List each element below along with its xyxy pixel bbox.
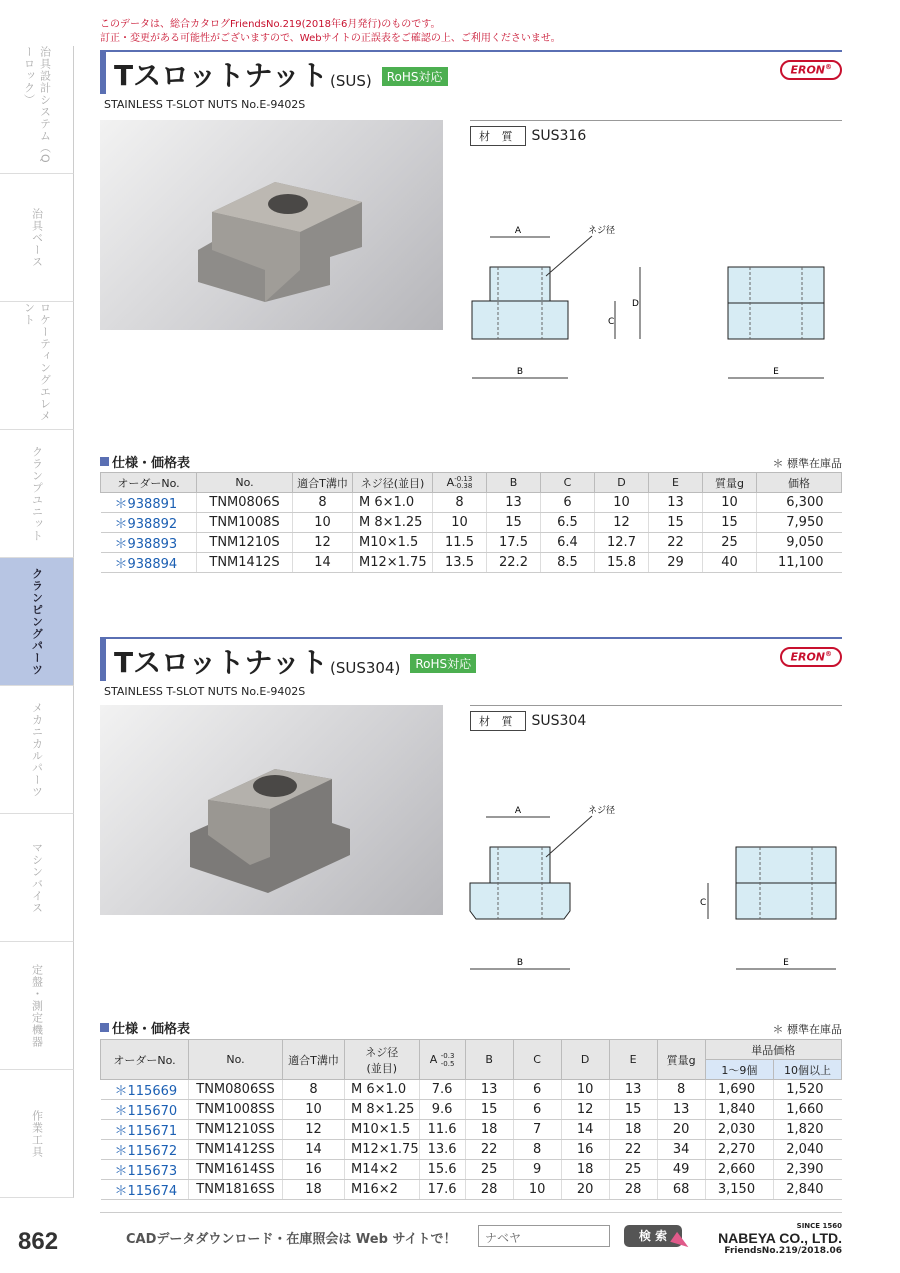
table-row [101,1100,842,1120]
cell-t: 16 [283,1160,345,1180]
tslot-nut-image [100,705,443,915]
cell-a: 17.6 [419,1180,465,1200]
cell-d: 10 [595,493,649,513]
cell-b: 15 [487,513,541,533]
table-row [101,1180,842,1200]
cell-b: 13 [487,493,541,513]
cell-a: 7.6 [419,1080,465,1100]
tslot-nut-image [100,120,443,330]
cell-mass: 68 [657,1180,705,1200]
cell-t: 12 [283,1120,345,1140]
cell-c: 6.5 [541,513,595,533]
spec-table [100,472,842,573]
cell-mass: 8 [657,1080,705,1100]
cell-p2: 1,820 [774,1120,842,1140]
col-unit-price: 単品価格 [705,1040,841,1060]
cell-e: 15 [649,513,703,533]
cell-p2: 1,520 [774,1080,842,1100]
cell-order[interactable]: ＊115673 [101,1160,189,1180]
cell-price: 11,100 [757,553,842,573]
cell-no: TNM0806S [197,493,293,513]
col-e: E [649,473,703,493]
cell-t: 18 [283,1180,345,1200]
technical-drawing [460,220,850,390]
cell-p2: 2,390 [774,1160,842,1180]
cell-p1: 2,270 [705,1140,773,1160]
cursor-arrow-icon [670,1232,692,1252]
cell-mass: 34 [657,1140,705,1160]
table-row [101,1080,842,1100]
dim-e-label: E [773,367,779,377]
col-c: C [541,473,595,493]
cell-order[interactable]: ＊938891 [101,493,197,513]
col-no: No. [189,1040,283,1080]
cell-order[interactable]: ＊115669 [101,1080,189,1100]
cell-a: 11.6 [419,1120,465,1140]
cell-a: 9.6 [419,1100,465,1120]
cell-order[interactable]: ＊938893 [101,533,197,553]
sidebar-item-jig-design[interactable]: 治具設計システム（Qーロック） [0,46,74,174]
cell-c: 9 [513,1160,561,1180]
cell-mass: 13 [657,1100,705,1120]
divider [470,120,842,121]
cell-b: 22.2 [487,553,541,573]
product-photo [100,705,443,915]
cell-p1: 2,030 [705,1120,773,1140]
cell-mass: 49 [657,1160,705,1180]
cell-a: 10 [433,513,487,533]
cell-thread: M 6×1.0 [353,493,433,513]
cell-e: 13 [609,1080,657,1100]
cell-e: 28 [609,1180,657,1200]
nabeya-logo: SINCE 1560 NABEYA CO., LTD. FriendsNo.219/2018.06 [718,1222,842,1256]
dim-a-label: A [514,806,522,816]
cell-no: TNM1816SS [189,1180,283,1200]
cell-no: TNM0806SS [189,1080,283,1100]
footer-divider [100,1212,842,1213]
cell-mass: 25 [703,533,757,553]
cell-p1: 1,840 [705,1100,773,1120]
cell-d: 12 [561,1100,609,1120]
dim-b-label: B [516,367,524,377]
cell-a: 15.6 [419,1160,465,1180]
section-title-bar [100,637,842,681]
cell-thread: M12×1.75 [353,553,433,573]
product-title: Tスロットナット [114,59,328,92]
dim-thread-label: ネジ径 [588,806,616,816]
cell-mass: 20 [657,1120,705,1140]
sidebar-item-clamping-parts[interactable]: クランピングパーツ [0,558,74,686]
material-label: 材 質 [470,711,526,731]
cell-e: 18 [609,1120,657,1140]
material-value: SUS304 [531,713,587,729]
col-order: オーダーNo. [101,1040,189,1080]
table-row [101,493,842,513]
cell-no: TNM1412SS [189,1140,283,1160]
cell-price: 6,300 [757,493,842,513]
dim-c-label: C [608,317,615,327]
spec-header [100,452,842,471]
col-d: D [561,1040,609,1080]
cell-mass: 10 [703,493,757,513]
sidebar-item-measuring[interactable]: 定盤・測定機器 [0,942,74,1070]
divider [470,705,842,706]
sidebar-item-tools[interactable]: 作業工具 [0,1070,74,1198]
rohs-badge: RoHS対応 [410,654,476,673]
cell-thread: M10×1.5 [353,533,433,553]
cell-c: 7 [513,1120,561,1140]
cell-t: 14 [293,553,353,573]
dim-b-label: B [516,958,524,968]
col-b: B [487,473,541,493]
col-e: E [609,1040,657,1080]
cell-b: 13 [465,1080,513,1100]
cell-thread: M16×2 [345,1180,420,1200]
cell-t: 14 [283,1140,345,1160]
cell-thread: M14×2 [345,1160,420,1180]
cell-p1: 2,660 [705,1160,773,1180]
stock-note: ＊ 標準在庫品 [772,1023,842,1036]
search-input[interactable]: ナベヤ [478,1225,610,1247]
product-subtitle: STAINLESS T-SLOT NUTS No.E-9402S [104,685,306,698]
col-a: A -0.3 -0.5 [419,1040,465,1080]
cell-e: 22 [649,533,703,553]
cell-b: 25 [465,1160,513,1180]
cell-order[interactable]: ＊938892 [101,513,197,533]
table-row [101,1160,842,1180]
cell-d: 15.8 [595,553,649,573]
cell-c: 6.4 [541,533,595,553]
technical-drawing [460,797,850,977]
cell-e: 15 [609,1100,657,1120]
cell-order[interactable]: ＊938894 [101,553,197,573]
col-mass: 質量g [657,1040,705,1080]
cad-download-text: CADデータダウンロード・在庫照会は Web サイトで！ [126,1232,457,1247]
section-sus304 [100,637,842,1207]
cell-order[interactable]: ＊115671 [101,1120,189,1140]
cell-d: 18 [561,1160,609,1180]
table-row [101,533,842,553]
cell-price: 7,950 [757,513,842,533]
dim-e-label: E [783,958,789,968]
category-sidebar [0,46,74,1198]
cell-t: 8 [283,1080,345,1100]
cell-thread: M 6×1.0 [345,1080,420,1100]
col-c: C [513,1040,561,1080]
eron-logo: ERON® [780,60,842,80]
table-row [101,1140,842,1160]
cell-d: 12.7 [595,533,649,553]
notice-line-1: このデータは、総合カタログFriendsNo.219(2018年6月発行)のものです。 [100,19,441,30]
cell-d: 12 [595,513,649,533]
cell-b: 15 [465,1100,513,1120]
notice-line-2: 訂正・変更がある可能性がございますので、Webサイトの正誤表をご確認の上、ご利用くださいませ。 [100,33,561,44]
cell-price: 9,050 [757,533,842,553]
cell-mass: 40 [703,553,757,573]
cell-p2: 2,840 [774,1180,842,1200]
material-value: SUS316 [531,128,587,144]
cell-c: 8 [513,1140,561,1160]
cell-t: 10 [283,1100,345,1120]
dim-c-label: C [700,898,707,908]
cell-thread: M 8×1.25 [345,1100,420,1120]
cell-e: 13 [649,493,703,513]
sidebar-item-mechanical[interactable]: メカニカルパーツ [0,686,74,814]
cell-p2: 1,660 [774,1100,842,1120]
section-sus [100,50,842,580]
sidebar-item-vise[interactable]: マシンバイス [0,814,74,942]
table-row [101,553,842,573]
dim-thread-label: ネジ径 [588,226,616,236]
sidebar-item-locating[interactable]: ロケーティングエレメント [0,302,74,430]
cell-d: 20 [561,1180,609,1200]
col-mass: 質量g [703,473,757,493]
sidebar-item-clamp-unit[interactable]: クランプユニット [0,430,74,558]
dim-d-label: D [632,299,639,309]
cell-thread: M12×1.75 [345,1140,420,1160]
dim-a-label: A [514,226,522,236]
cell-a: 13.6 [419,1140,465,1160]
cell-b: 17.5 [487,533,541,553]
eron-logo: ERON® [780,647,842,667]
cell-order[interactable]: ＊115674 [101,1180,189,1200]
col-no: No. [197,473,293,493]
cell-no: TNM1210S [197,533,293,553]
cell-no: TNM1412S [197,553,293,573]
cell-no: TNM1008S [197,513,293,533]
cell-a: 13.5 [433,553,487,573]
product-subtitle: STAINLESS T-SLOT NUTS No.E-9402S [104,98,306,111]
product-title: Tスロットナット [114,646,328,679]
cell-t: 12 [293,533,353,553]
product-title-suffix: (SUS304) [329,659,401,677]
cell-t: 10 [293,513,353,533]
cell-order[interactable]: ＊115670 [101,1100,189,1120]
cell-b: 22 [465,1140,513,1160]
catalog-notice [100,18,561,46]
cell-no: TNM1614SS [189,1160,283,1180]
col-price: 価格 [757,473,842,493]
cell-no: TNM1210SS [189,1120,283,1140]
spec-title: 仕様・価格表 [100,1018,190,1037]
rohs-badge: RoHS対応 [382,67,448,86]
cell-no: TNM1008SS [189,1100,283,1120]
cell-c: 8.5 [541,553,595,573]
cell-thread: M 8×1.25 [353,513,433,533]
col-price-1-9: 1〜9個 [705,1060,773,1080]
stock-note: ＊ 標準在庫品 [772,457,842,470]
cell-c: 10 [513,1180,561,1200]
cell-t: 8 [293,493,353,513]
cell-b: 28 [465,1180,513,1200]
col-price-10plus: 10個以上 [774,1060,842,1080]
material-spec [470,126,586,146]
cell-c: 6 [513,1100,561,1120]
table-row [101,1120,842,1140]
col-slot: 適合T溝巾 [293,473,353,493]
col-a: A-0.13 -0.38 [433,473,487,493]
spec-header [100,1018,842,1037]
cell-d: 10 [561,1080,609,1100]
material-label: 材 質 [470,126,526,146]
page-number: 862 [18,1228,59,1255]
spec-table [100,1039,842,1200]
cell-order[interactable]: ＊115672 [101,1140,189,1160]
material-spec [470,711,586,731]
col-d: D [595,473,649,493]
col-thread: ネジ径 (並目) [345,1040,420,1080]
cell-d: 16 [561,1140,609,1160]
col-b: B [465,1040,513,1080]
cell-c: 6 [541,493,595,513]
section-title-bar [100,50,842,94]
col-thread: ネジ径(並目) [353,473,433,493]
cell-c: 6 [513,1080,561,1100]
spec-title: 仕様・価格表 [100,452,190,471]
cell-mass: 15 [703,513,757,533]
cell-thread: M10×1.5 [345,1120,420,1140]
cell-e: 22 [609,1140,657,1160]
cell-e: 29 [649,553,703,573]
cell-b: 18 [465,1120,513,1140]
cell-p1: 1,690 [705,1080,773,1100]
cell-a: 11.5 [433,533,487,553]
cell-d: 14 [561,1120,609,1140]
search-button[interactable]: 検 索 [624,1225,682,1247]
col-order: オーダーNo. [101,473,197,493]
product-title-suffix: (SUS) [329,72,372,90]
table-row [101,513,842,533]
cell-e: 25 [609,1160,657,1180]
product-photo [100,120,443,330]
cell-p2: 2,040 [774,1140,842,1160]
cell-a: 8 [433,493,487,513]
cell-p1: 3,150 [705,1180,773,1200]
sidebar-item-jig-base[interactable]: 治具ベース [0,174,74,302]
col-slot: 適合T溝巾 [283,1040,345,1080]
